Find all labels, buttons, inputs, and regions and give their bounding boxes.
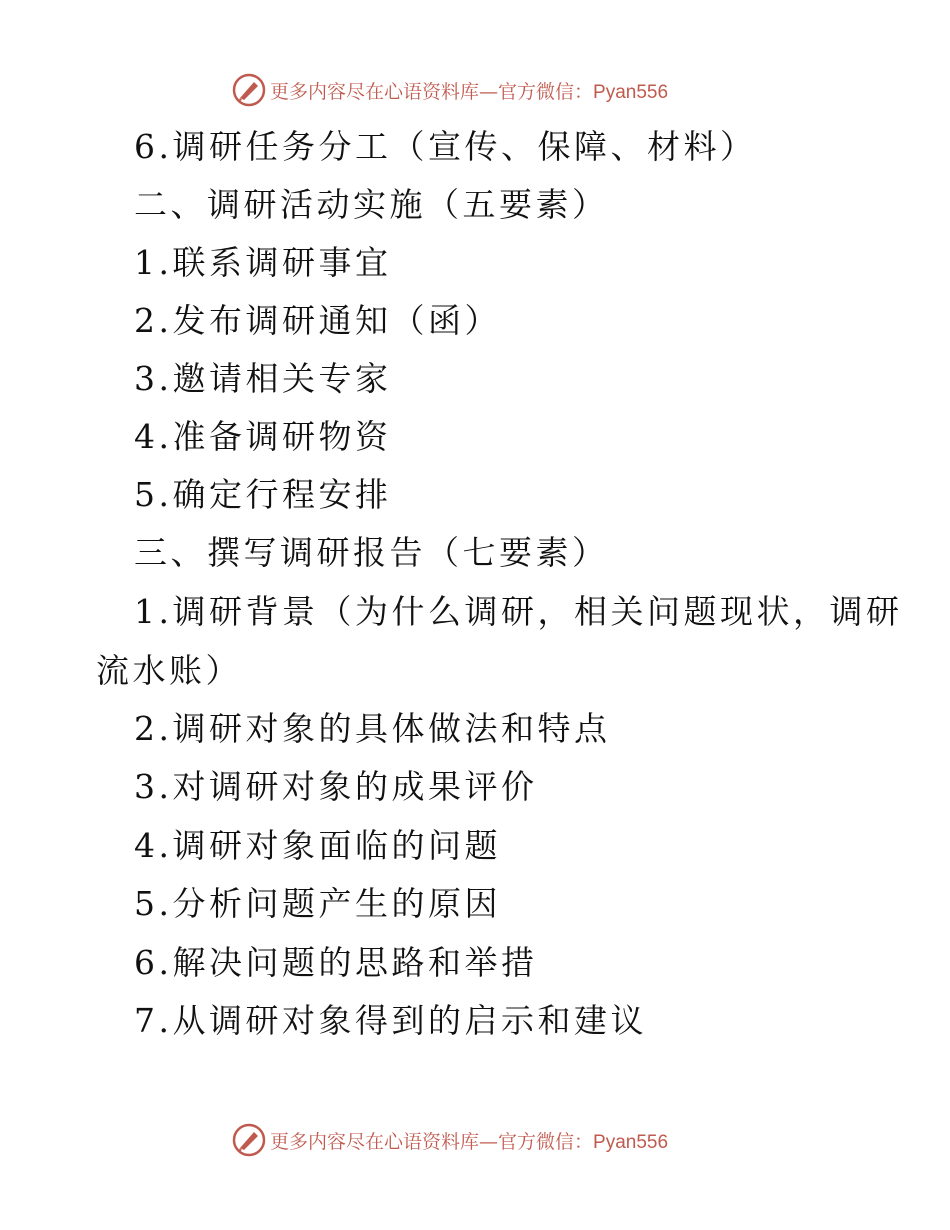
text-line: 5.确定行程安排 [134,475,392,514]
text-line: 4.调研对象面临的问题 [134,826,501,865]
text-line: 2.调研对象的具体做法和特点 [134,709,611,748]
pen-logo-icon [232,73,266,107]
text-line: 7.从调研对象得到的启示和建议 [134,1001,647,1040]
watermark-text: 更多内容尽在心语资料库—官方微信：Pyan556 [270,1130,669,1153]
text-line: 5.分析问题产生的原因 [134,884,501,923]
pen-logo-icon [232,1123,266,1157]
watermark-text: 更多内容尽在心语资料库—官方微信：Pyan556 [270,80,669,103]
text-line: 6.调研任务分工（宣传、保障、材料） [134,127,757,166]
footer-watermark [232,1122,668,1158]
text-line-continuation: 流水账） [96,651,242,690]
text-line: 3.邀请相关专家 [134,359,392,398]
text-line: 1.调研背景（为什么调研，相关问题现状，调研 [134,592,903,631]
text-line: 1.联系调研事宜 [134,243,392,282]
text-line: 2.发布调研通知（函） [134,301,501,340]
section-heading: 二、调研活动实施（五要素） [134,185,609,224]
text-line: 3.对调研对象的成果评价 [134,767,538,806]
section-heading: 三、撰写调研报告（七要素） [134,533,609,572]
text-line: 4.准备调研物资 [134,417,392,456]
text-line: 6.解决问题的思路和举措 [134,943,538,982]
header-watermark [232,72,668,108]
